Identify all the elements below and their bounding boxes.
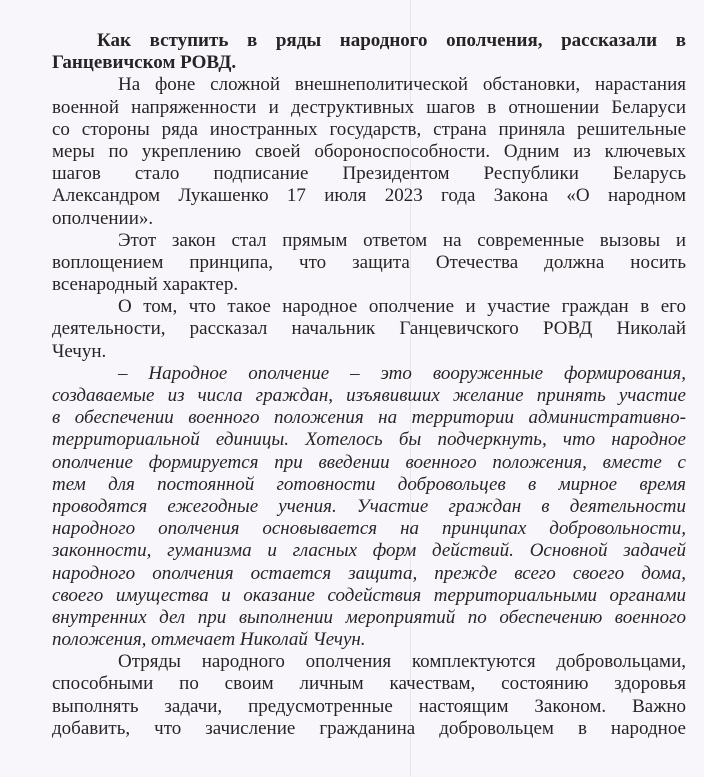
text-line: выполнять задачи, предусмотренные настоящим Законом. Важно xyxy=(52,695,686,717)
paragraph xyxy=(52,651,686,740)
text-line: добавить, что зачисление гражданина добровольцем в народное xyxy=(52,717,686,739)
quote-paragraph xyxy=(52,363,686,651)
text-line: ополчение формируется при введении военного положения, вместе с xyxy=(52,451,686,473)
text-line: воплощением принципа, что защита Отечества должна носить xyxy=(52,251,686,273)
text-line: Как вступить в ряды народного ополчения, рассказали в xyxy=(97,30,686,51)
text-line: народного ополчения основывается на принципах добровольности, xyxy=(52,518,686,540)
text-line: На фоне сложной внешнеполитической обстановки, нарастания xyxy=(118,74,686,96)
text-line: внутренних дел при выполнении мероприятий по обеспечению военного xyxy=(52,606,686,628)
text-line: способными по своим личным качествам, состоянию здоровья xyxy=(52,673,686,695)
text-line: со стороны ряда иностранных государств, страна приняла решительные xyxy=(52,118,686,140)
text-line: проводятся ежегодные учения. Участие граждан в деятельности xyxy=(52,495,686,517)
text-line: военной напряженности и деструктивных шагов в отношении Беларуси xyxy=(52,96,686,118)
text-line: народного ополчения остается защита, прежде всего своего дома, xyxy=(52,562,686,584)
paragraph xyxy=(52,74,686,229)
text-line: Александром Лукашенко 17 июля 2023 года Закона «О народном xyxy=(52,185,686,207)
text-line: деятельности, рассказал начальник Ганцевичского РОВД Николай xyxy=(52,318,686,340)
text-line: законности, гуманизма и гласных форм действий. Основной задачей xyxy=(52,540,686,562)
paragraph xyxy=(52,230,686,297)
text-line: Этот закон стал прямым ответом на современные вызовы и xyxy=(118,229,686,251)
text-line: Ганцевичском РОВД. xyxy=(52,52,237,74)
text-line: меры по укреплению своей обороноспособности. Одним из ключевых xyxy=(52,140,686,162)
article-body xyxy=(52,74,686,740)
document-page xyxy=(52,30,686,740)
text-line: создаваемые из числа граждан, изъявивших желание принять участие xyxy=(52,385,686,406)
text-line: Отряды народного ополчения комплектуются добровольцами, xyxy=(118,651,686,673)
text-line: Чечун. xyxy=(52,340,107,362)
text-line: в обеспечении военного положения на территории административно- xyxy=(52,407,686,429)
text-line: – Народное ополчение – это вооруженные формирования, xyxy=(118,362,686,384)
text-line: территориальной единицы. Хотелось бы подчеркнуть, что народное xyxy=(52,429,686,451)
text-line: ополчении». xyxy=(52,207,154,229)
text-line: положения, отмечает Николай Чечун. xyxy=(52,629,366,651)
text-line: О том, что такое народное ополчение и участие граждан в его xyxy=(118,296,686,318)
paragraph xyxy=(52,296,686,363)
text-line: шагов стало подписание Президентом Республики Беларусь xyxy=(52,163,686,185)
text-line: своего имущества и оказание содействия территориальными органами xyxy=(52,584,686,606)
article-title xyxy=(52,30,686,74)
text-line: тем для постоянной готовности добровольцев в мирное время xyxy=(52,473,686,495)
text-line: всенародный характер. xyxy=(52,274,239,296)
